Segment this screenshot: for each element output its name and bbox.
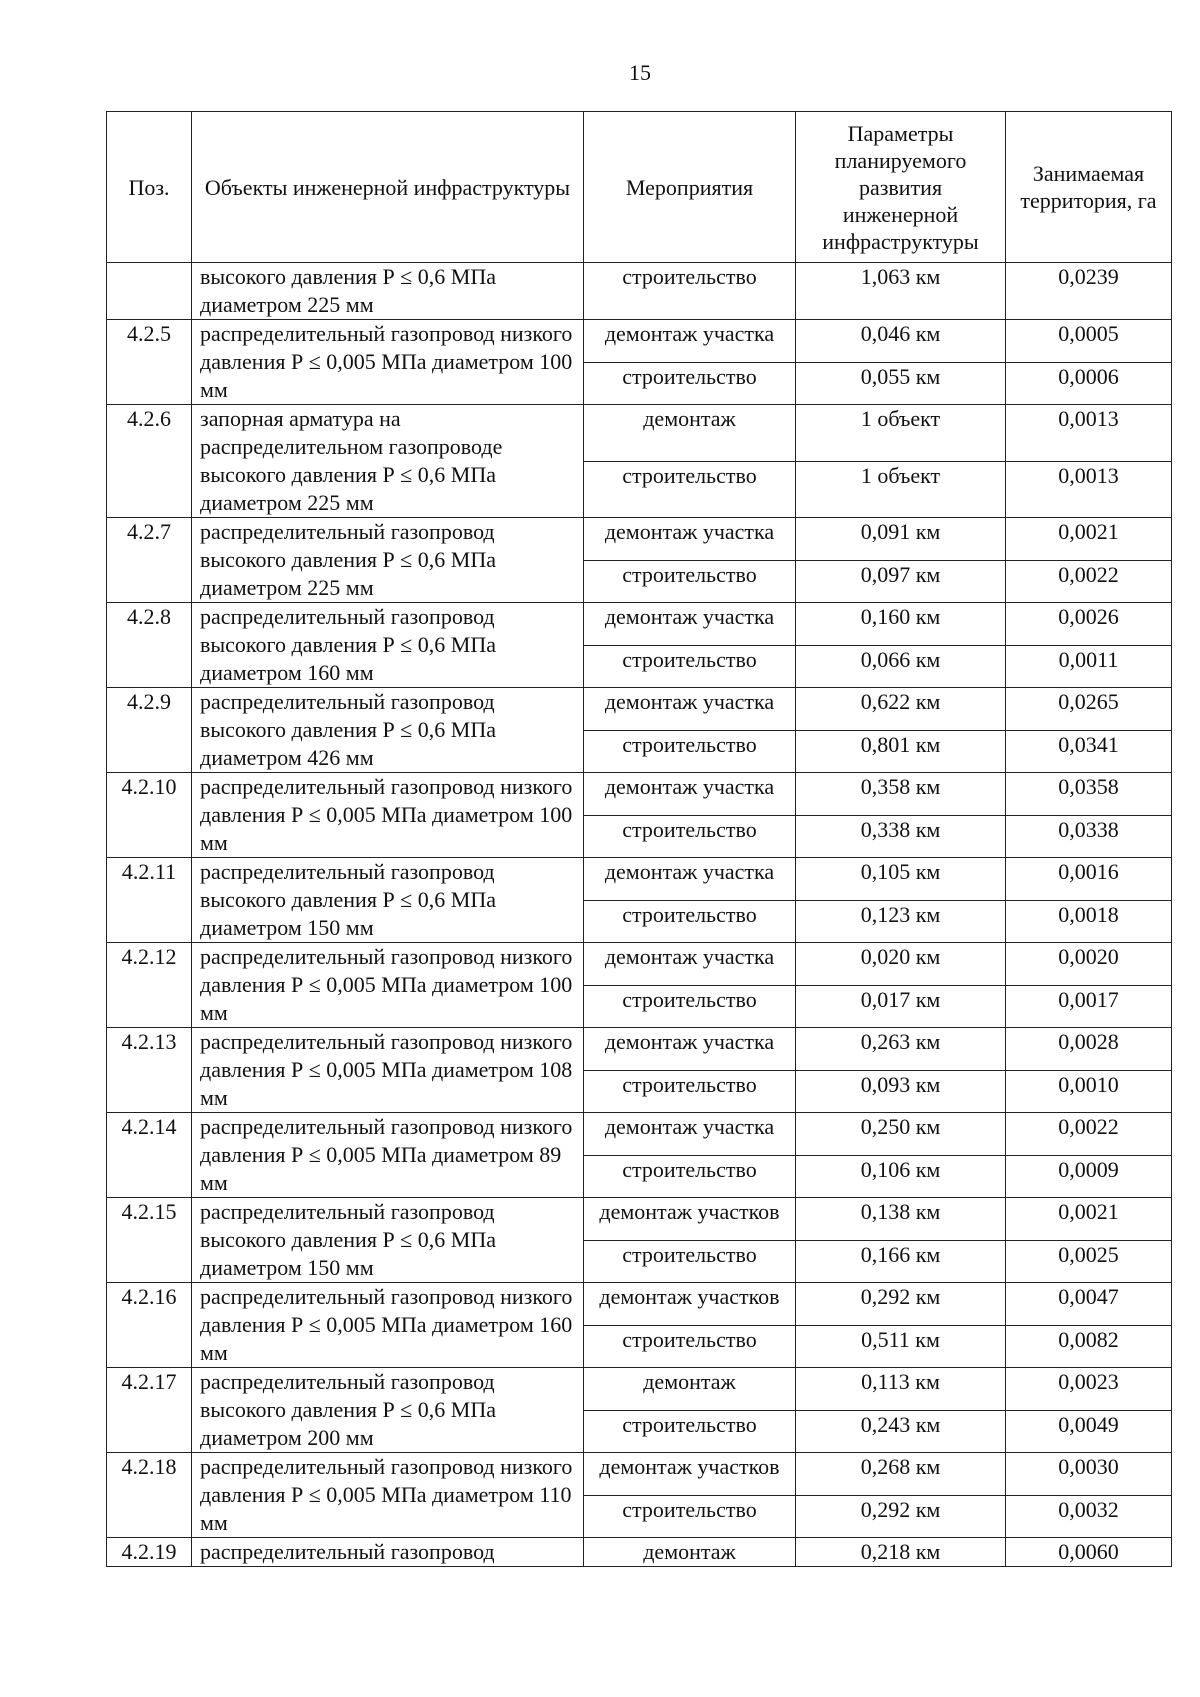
row-object: запорная арматура на распределительном газопроводе высокого давления Р ≤ 0,6 МПа диаметром 225 мм (192, 405, 584, 518)
page-number: 15 (629, 60, 651, 85)
row-area: 0,0021 (1006, 1198, 1172, 1241)
row-action: строительство (584, 461, 796, 518)
table-body (107, 263, 1172, 1567)
row-action: демонтаж участков (584, 1283, 796, 1326)
table-row (107, 1538, 1172, 1567)
row-action: строительство (584, 985, 796, 1028)
row-action: демонтаж участка (584, 1113, 796, 1156)
row-area: 0,0022 (1006, 1113, 1172, 1156)
table-row (107, 858, 1172, 901)
row-object: распределительный газопровод низкого давления Р ≤ 0,005 МПа диаметром 108 мм (192, 1028, 584, 1113)
row-action: демонтаж (584, 1538, 796, 1567)
header-action: Мероприятия (584, 112, 796, 263)
table-row (107, 263, 1172, 320)
row-param: 0,091 км (796, 518, 1006, 561)
table-row (107, 943, 1172, 986)
row-area: 0,0025 (1006, 1240, 1172, 1283)
row-position: 4.2.6 (107, 405, 192, 518)
row-action: демонтаж участка (584, 858, 796, 901)
row-param: 0,105 км (796, 858, 1006, 901)
row-object: распределительный газопровод низкого давления Р ≤ 0,005 МПа диаметром 89 мм (192, 1113, 584, 1198)
row-position: 4.2.11 (107, 858, 192, 943)
row-area: 0,0030 (1006, 1453, 1172, 1496)
row-param: 0,055 км (796, 362, 1006, 405)
row-area: 0,0358 (1006, 773, 1172, 816)
row-action: строительство (584, 1410, 796, 1453)
row-param: 0,020 км (796, 943, 1006, 986)
table-row (107, 603, 1172, 646)
row-action: демонтаж участка (584, 518, 796, 561)
row-position: 4.2.10 (107, 773, 192, 858)
row-param: 0,017 км (796, 985, 1006, 1028)
row-position: 4.2.14 (107, 1113, 192, 1198)
row-action: строительство (584, 730, 796, 773)
row-action: демонтаж участка (584, 688, 796, 731)
row-area: 0,0020 (1006, 943, 1172, 986)
row-area: 0,0017 (1006, 985, 1172, 1028)
row-param: 0,046 км (796, 320, 1006, 363)
row-param: 0,113 км (796, 1368, 1006, 1411)
row-param: 1 объект (796, 405, 1006, 462)
row-param: 0,160 км (796, 603, 1006, 646)
row-action: демонтаж (584, 1368, 796, 1411)
row-area: 0,0023 (1006, 1368, 1172, 1411)
row-position: 4.2.19 (107, 1538, 192, 1567)
row-action: демонтаж участка (584, 603, 796, 646)
row-param: 0,250 км (796, 1113, 1006, 1156)
table-row (107, 1283, 1172, 1326)
row-action: строительство (584, 645, 796, 688)
row-position: 4.2.8 (107, 603, 192, 688)
row-action: строительство (584, 1240, 796, 1283)
row-position (107, 263, 192, 320)
row-object: распределительный газопровод высокого давления Р ≤ 0,6 МПа диаметром 160 мм (192, 603, 584, 688)
row-action: демонтаж участков (584, 1453, 796, 1496)
infrastructure-table (106, 111, 1172, 1567)
table-row (107, 688, 1172, 731)
row-action: строительство (584, 815, 796, 858)
row-action: демонтаж участка (584, 943, 796, 986)
table-row (107, 1113, 1172, 1156)
row-action: строительство (584, 263, 796, 320)
row-param: 0,622 км (796, 688, 1006, 731)
row-param: 0,166 км (796, 1240, 1006, 1283)
header-pos: Поз. (107, 112, 192, 263)
row-area: 0,0013 (1006, 461, 1172, 518)
row-position: 4.2.13 (107, 1028, 192, 1113)
row-action: демонтаж участка (584, 1028, 796, 1071)
table-row (107, 1028, 1172, 1071)
row-area: 0,0265 (1006, 688, 1172, 731)
header-params: Параметры планируемого развития инженерной инфраструктуры (796, 112, 1006, 263)
row-object: распределительный газопровод низкого давления Р ≤ 0,005 МПа диаметром 100 мм (192, 320, 584, 405)
table-row (107, 773, 1172, 816)
row-action: демонтаж участков (584, 1198, 796, 1241)
row-object: распределительный газопровод высокого давления Р ≤ 0,6 МПа диаметром 426 мм (192, 688, 584, 773)
row-area: 0,0239 (1006, 263, 1172, 320)
row-param: 0,097 км (796, 560, 1006, 603)
row-area: 0,0021 (1006, 518, 1172, 561)
row-area: 0,0060 (1006, 1538, 1172, 1567)
header-object: Объекты инженерной инфраструктуры (192, 112, 584, 263)
row-param: 1,063 км (796, 263, 1006, 320)
table-row (107, 1453, 1172, 1496)
row-area: 0,0006 (1006, 362, 1172, 405)
row-area: 0,0022 (1006, 560, 1172, 603)
row-area: 0,0049 (1006, 1410, 1172, 1453)
row-area: 0,0082 (1006, 1325, 1172, 1368)
row-area: 0,0011 (1006, 645, 1172, 688)
row-param: 0,268 км (796, 1453, 1006, 1496)
row-area: 0,0026 (1006, 603, 1172, 646)
row-area: 0,0018 (1006, 900, 1172, 943)
row-action: строительство (584, 1325, 796, 1368)
row-action: строительство (584, 1155, 796, 1198)
row-position: 4.2.12 (107, 943, 192, 1028)
table-row (107, 1368, 1172, 1411)
row-param: 0,358 км (796, 773, 1006, 816)
row-action: демонтаж участка (584, 773, 796, 816)
row-param: 0,292 км (796, 1495, 1006, 1538)
row-action: строительство (584, 900, 796, 943)
row-object: распределительный газопровод высокого давления Р ≤ 0,6 МПа диаметром 150 мм (192, 858, 584, 943)
row-position: 4.2.15 (107, 1198, 192, 1283)
row-area: 0,0005 (1006, 320, 1172, 363)
table-row (107, 1198, 1172, 1241)
header-area: Занимаемая территория, га (1006, 112, 1172, 263)
row-area: 0,0016 (1006, 858, 1172, 901)
row-object: распределительный газопровод высокого давления Р ≤ 0,6 МПа диаметром 225 мм (192, 518, 584, 603)
row-param: 0,801 км (796, 730, 1006, 773)
row-area: 0,0338 (1006, 815, 1172, 858)
row-action: строительство (584, 1070, 796, 1113)
row-action: демонтаж (584, 405, 796, 462)
row-param: 1 объект (796, 461, 1006, 518)
row-param: 0,123 км (796, 900, 1006, 943)
row-action: строительство (584, 362, 796, 405)
row-param: 0,511 км (796, 1325, 1006, 1368)
table-row (107, 405, 1172, 462)
row-object: распределительный газопровод (192, 1538, 584, 1567)
row-position: 4.2.5 (107, 320, 192, 405)
row-object: распределительный газопровод низкого давления Р ≤ 0,005 МПа диаметром 160 мм (192, 1283, 584, 1368)
row-position: 4.2.18 (107, 1453, 192, 1538)
row-area: 0,0028 (1006, 1028, 1172, 1071)
row-position: 4.2.16 (107, 1283, 192, 1368)
row-param: 0,218 км (796, 1538, 1006, 1567)
row-area: 0,0047 (1006, 1283, 1172, 1326)
row-param: 0,106 км (796, 1155, 1006, 1198)
row-param: 0,066 км (796, 645, 1006, 688)
row-area: 0,0013 (1006, 405, 1172, 462)
row-param: 0,138 км (796, 1198, 1006, 1241)
row-object: высокого давления Р ≤ 0,6 МПа диаметром 225 мм (192, 263, 584, 320)
row-area: 0,0032 (1006, 1495, 1172, 1538)
row-area: 0,0009 (1006, 1155, 1172, 1198)
row-position: 4.2.9 (107, 688, 192, 773)
row-param: 0,338 км (796, 815, 1006, 858)
row-object: распределительный газопровод низкого давления Р ≤ 0,005 МПа диаметром 100 мм (192, 773, 584, 858)
row-object: распределительный газопровод высокого давления Р ≤ 0,6 МПа диаметром 200 мм (192, 1368, 584, 1453)
row-object: распределительный газопровод низкого давления Р ≤ 0,005 МПа диаметром 110 мм (192, 1453, 584, 1538)
row-object: распределительный газопровод низкого давления Р ≤ 0,005 МПа диаметром 100 мм (192, 943, 584, 1028)
row-position: 4.2.7 (107, 518, 192, 603)
row-object: распределительный газопровод высокого давления Р ≤ 0,6 МПа диаметром 150 мм (192, 1198, 584, 1283)
row-param: 0,292 км (796, 1283, 1006, 1326)
table-row (107, 320, 1172, 363)
row-area: 0,0341 (1006, 730, 1172, 773)
header-row (107, 112, 1172, 263)
table-row (107, 518, 1172, 561)
row-param: 0,093 км (796, 1070, 1006, 1113)
row-action: строительство (584, 1495, 796, 1538)
row-param: 0,263 км (796, 1028, 1006, 1071)
row-param: 0,243 км (796, 1410, 1006, 1453)
row-action: демонтаж участка (584, 320, 796, 363)
row-position: 4.2.17 (107, 1368, 192, 1453)
row-action: строительство (584, 560, 796, 603)
row-area: 0,0010 (1006, 1070, 1172, 1113)
